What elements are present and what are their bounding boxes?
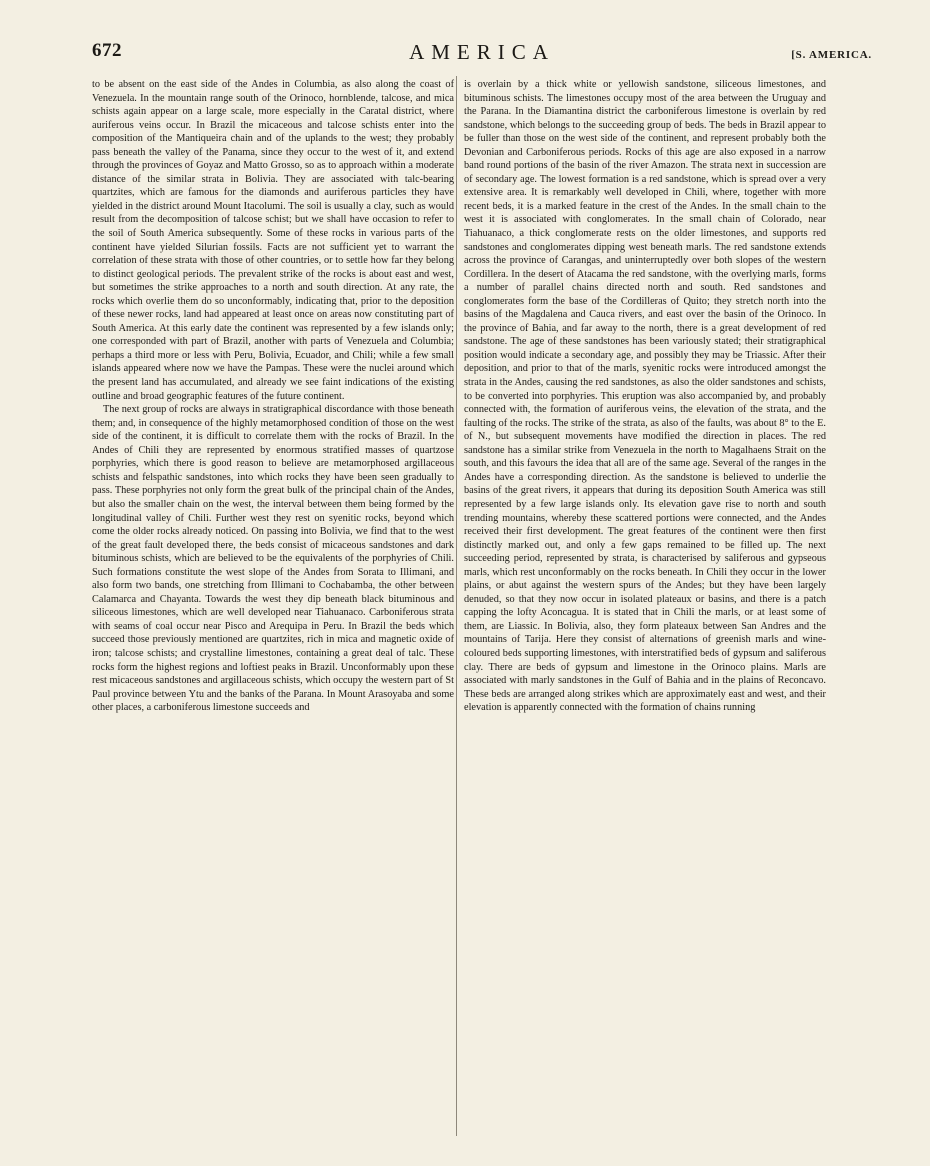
column-divider (456, 76, 457, 1136)
paragraph: The next group of rocks are always in stratigraphical discordance with those beneath them; and, in consequence of the highly metamorphosed condition of those on the west side of the continent, it is difficult to correlate them with the rocks of Brazil. In the Andes of Chili they are represented by enormous stratified masses of quartzose porphyries, which there is good reason to believe are metamorphosed argillaceous schists and felspathic sandstones, into which rocks they have been seen gradually to pass. These porphyries not only form the great bulk of the principal chain of the Andes, but also the smaller chain on the west, the interval between them being formed by the longitudinal valley of Chili. Further west they rest on syenitic rocks, beyond which come the older rocks already noticed. On passing into Bolivia, we find that to the west of the great fault developed there, the beds consist of micaceous sandstones and dark bituminous schists, which are believed to be the equivalents of the porphyries of Chili. Such formations constitute the west slope of the Andes from Sorata to Illimani, and also form two bands, one stretching from Illimani to Cochabamba, the other between Calamarca and Chayanta. Towards the west they dip beneath black bituminous and siliceous limestones, which are well developed near Tiahuanaco. Carboniferous strata with seams of coal occur near Pisco and Arequipa in Peru. In Brazil the beds which succeed those previously mentioned are quartzites, rich in mica and magnetic oxide of iron; talcose schists; and crystalline limestones, containing a great deal of talc. These rocks form the highest regions and loftiest peaks in Brazil. Unconformably upon these rest micaceous sandstones and argillaceous schists, which occupy the western part of St Paul province between Ytu and the banks of the Parana. In Mount Arasoyaba and some other places, a carboniferous limestone succeeds and (92, 404, 454, 714)
running-title: AMERICA (409, 40, 555, 64)
paragraph: to be absent on the east side of the Andes in Columbia, as also along the coast of Venezuela. In the mountain range south of the Orinoco, hornblende, talcose, and mica schists again appear on a large scale, more especially in the Caratal district, where auriferous veins occur. In Brazil the micaceous and talcose schists enter into the composition of the Mantiqueira chain and of the uplands to the west; they probably pass beneath the valley of the Panama, since they occur to the west of it, and extend through the provinces of Goyaz and Matto Grosso, so as to approach within a moderate distance of the similar strata in Bolivia. They are associated with talc-bearing quartzites, which are famous for the diamonds and auriferous particles they have yielded in the district around Mount Itacolumi. The soil is usually a clay, such as would result from the decomposition of talcose schist; but we shall have occasion to refer to the soil of South America subsequently. Some of these rocks in various parts of the continent have yielded Silurian fossils. Facts are not sufficient yet to warrant the correlation of these strata with those of other countries, or to settle how far they belong to distinct geological periods. The prevalent strike of the rocks is about east and west, but sometimes the strike approaches to a north and south direction. At any rate, the rocks which overlie them do so unconformably, indicating that, prior to the deposition of these newer rocks, land had appeared at least once on areas now constituting part of South America. At this early date the continent was represented by a few islands only; one corresponded with part of Brazil, another with parts of Venezuela and Columbia; perhaps a third more or less with Peru, Bolivia, Ecuador, and Chili; while a few small islands appeared where now we have the Pampas. These were the nuclei around which the present land has accumulated, and already we see faint indications of the existing outline and broad geographic features of the future continent. (92, 79, 454, 402)
page-number: 672 (92, 40, 122, 61)
right-column (464, 78, 826, 715)
paragraph: is overlain by a thick white or yellowish sandstone, siliceous limestones, and bituminous schists. The limestones occupy most of the area between the Uruguay and the Parana. In the Diamantina district the carboniferous limestone is overlain by red sandstone, which belongs to the succeeding group of beds. The beds in Brazil appear to be fuller than those on the west side of the continent, and represent probably both the Devonian and Carboniferous periods. Rocks of this age are also exposed in a narrow band round portions of the basin of the river Amazon. The strata next in succession are of secondary age. The lowest formation is a red sandstone, which is spread over a very extensive area. It is remarkably well developed in Chili, where, together with more recent beds, it is a marked feature in the crest of the Andes. In the small chain to the west it is associated with conglomerates. In the small chain of Colorado, near Tiahuanaco, a thick conglomerate rests on the older limestones, and supports red sandstones and conglomerates dipping west beneath marls. The red sandstone extends across the province of Carangas, and uninterruptedly over both slopes of the western Cordillera. In the desert of Atacama the red sandstone, with the overlying marls, forms a number of parallel chains directed north and south. Red sandstones and conglomerates form the base of the Cordilleras of Quito; they stretch north into the basins of the Magdalena and Cauca rivers, and east over the basin of the Orinoco. In the province of Bahia, and far away to the north, there is a great development of red sandstone. The age of these sandstones has been variously stated; their stratigraphical position would indicate a secondary age, and possibly they may be Triassic. After their deposition, and prior to that of the marls, syenitic rocks were introduced amongst the strata in the Andes, causing the red sandstones, as also the older sandstones and schists, to be converted into porphyries. This eruption was also accompanied by, and probably connected with, the formation of auriferous veins, the elevation of the strata, and the faulting of the rocks. The strike of the strata, as also of the faults, was about 8° to the E. of N., but subsequent movements have modified the direction in places. The red sandstone has a similar strike from Venezuela in the north to Magalhaens Strait on the south, and this favours the idea that all are of the same age. Several of the ranges in the Andes have a corresponding direction. As the sandstone is believed to underlie the basins of the great rivers, it appears that during its deposition South America was still represented by a few large islands only. Its elevation gave rise to north and south trending mountains, whereby these scattered portions were connected, and the Andes received their first development. The great features of the continent were then first distinctly marked out, and only a few gaps remained to be filled up. The next succeeding period, represented by strata, is characterised by saliferous and gypseous marls, which rest unconformably on the rocks beneath. In Chili they occur in the lower plains, or abut against the western spurs of the Andes; but they have been largely denuded, so that they now occur in isolated plateaux or basins, and there is a patch capping the lofty Aconcagua. It is stated that in Chili the marls, or at least some of them, are Liassic. In Bolivia, also, they form plateaux between San Andres and the mountains of Tarija. Here they consist of alternations of greenish marls and wine-coloured beds supporting limestones, with interstratified beds of gypsum and saliferous clay. There are beds of gypsum and limestone in the Orinoco plains. Marls are associated with marly sandstones in the Gulf of Bahia and in the plains of Reconcavo. These beds are arranged along strikes which are approximately east and west, and their elevation is apparently connected with the formation of chains running (464, 79, 826, 714)
left-column (92, 78, 454, 715)
page-header (92, 40, 872, 70)
section-mark: [S. AMERICA. (791, 49, 872, 61)
